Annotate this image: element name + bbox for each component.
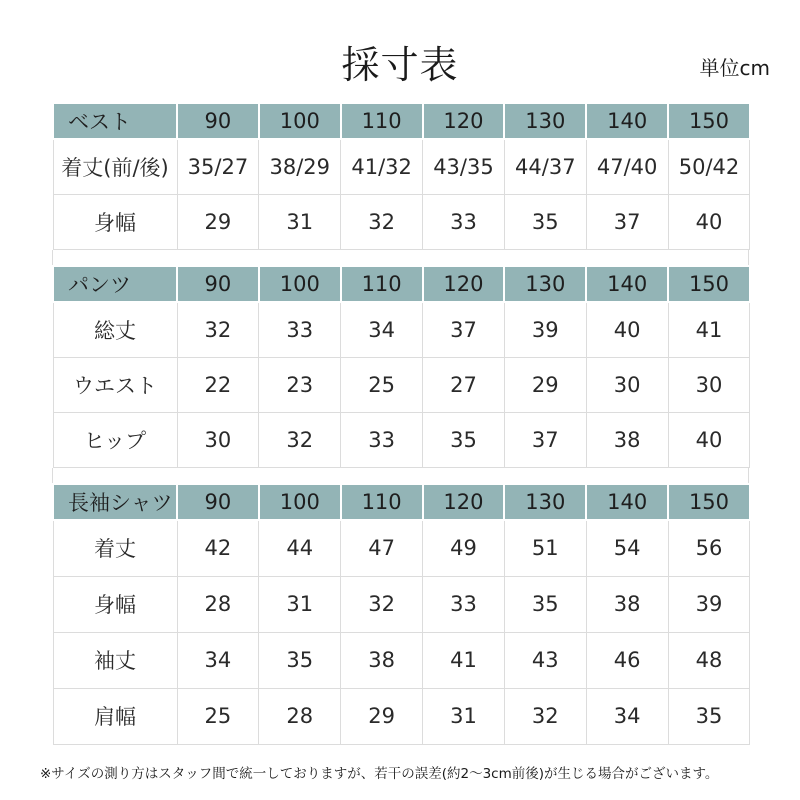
size-header: 140 [586,484,668,520]
item-name: パンツ [53,266,177,302]
table-header-row [53,484,750,520]
measurement-cell: 23 [259,357,341,412]
measurement-cell: 43/35 [423,139,505,194]
size-header: 150 [668,103,750,139]
row-label: 身幅 [53,576,177,632]
measurement-cell: 35 [259,632,341,688]
measurement-cell: 32 [341,576,423,632]
size-header: 90 [177,266,259,302]
table-separator [52,250,749,265]
measurement-cell: 51 [504,520,586,576]
measurement-cell: 33 [259,302,341,357]
measurement-cell: 35 [504,194,586,249]
size-header: 90 [177,103,259,139]
table-separator [52,468,749,483]
measurement-cell: 35 [423,412,505,467]
table-row [53,302,750,357]
measurement-cell: 37 [423,302,505,357]
measurement-cell: 29 [177,194,259,249]
measurement-cell: 47/40 [586,139,668,194]
table-row [53,139,750,194]
size-header: 130 [504,484,586,520]
measurement-cell: 47 [341,520,423,576]
measurement-cell: 32 [259,412,341,467]
measurement-cell: 29 [341,688,423,744]
measurement-cell: 56 [668,520,750,576]
row-label: 身幅 [53,194,177,249]
measurement-cell: 46 [586,632,668,688]
measurement-cell: 39 [668,576,750,632]
measurement-cell: 38 [341,632,423,688]
measurement-cell: 25 [341,357,423,412]
unit-label: 単位cm [699,56,770,80]
measurement-cell: 39 [504,302,586,357]
size-header: 140 [586,266,668,302]
measurement-cell: 40 [586,302,668,357]
measurement-cell: 28 [177,576,259,632]
size-table-pants [52,265,751,468]
measurement-note: ※サイズの測り方はスタッフ間で統一しておりますが、若干の誤差(約2～3cm前後)が生じる場合がございます。 [40,766,719,782]
table-row [53,194,750,249]
measurement-cell: 48 [668,632,750,688]
measurement-cell: 38/29 [259,139,341,194]
table-row [53,632,750,688]
measurement-cell: 34 [341,302,423,357]
measurement-cell: 54 [586,520,668,576]
page-title: 採寸表 [341,43,459,87]
size-header: 110 [341,266,423,302]
size-header: 90 [177,484,259,520]
size-header: 150 [668,266,750,302]
measurement-cell: 37 [504,412,586,467]
measurement-cell: 40 [668,194,750,249]
measurement-cell: 33 [423,576,505,632]
measurement-cell: 37 [586,194,668,249]
measurement-cell: 32 [177,302,259,357]
size-header: 140 [586,103,668,139]
row-label: 着丈 [53,520,177,576]
table-header-row [53,266,750,302]
table-row [53,357,750,412]
size-header: 130 [504,103,586,139]
row-label: ウエスト [53,357,177,412]
measurement-cell: 31 [259,576,341,632]
size-header: 110 [341,484,423,520]
measurement-cell: 41/32 [341,139,423,194]
table-row [53,412,750,467]
measurement-cell: 41 [423,632,505,688]
measurement-cell: 50/42 [668,139,750,194]
measurement-cell: 35 [668,688,750,744]
measurement-cell: 30 [586,357,668,412]
item-name: 長袖シャツ [53,484,177,520]
table-row [53,576,750,632]
size-header: 120 [423,266,505,302]
table-row [53,688,750,744]
size-header: 150 [668,484,750,520]
measurement-cell: 38 [586,412,668,467]
row-label: 総丈 [53,302,177,357]
size-header: 100 [259,266,341,302]
measurement-cell: 44/37 [504,139,586,194]
measurement-cell: 27 [423,357,505,412]
measurement-cell: 35 [504,576,586,632]
size-header: 120 [423,484,505,520]
row-label: ヒップ [53,412,177,467]
row-label: 肩幅 [53,688,177,744]
table-row [53,520,750,576]
table-header-row [53,103,750,139]
measurement-cell: 28 [259,688,341,744]
size-header: 120 [423,103,505,139]
measurement-cell: 32 [504,688,586,744]
measurement-cell: 31 [259,194,341,249]
measurement-cell: 30 [668,357,750,412]
size-table-long-sleeve-shirt [52,483,751,745]
size-header: 130 [504,266,586,302]
measurement-cell: 34 [177,632,259,688]
measurement-cell: 49 [423,520,505,576]
measurement-cell: 41 [668,302,750,357]
measurement-cell: 43 [504,632,586,688]
measurement-cell: 33 [341,412,423,467]
measurement-cell: 25 [177,688,259,744]
measurement-cell: 35/27 [177,139,259,194]
row-label: 着丈(前/後) [53,139,177,194]
size-header: 100 [259,484,341,520]
item-name: ベスト [53,103,177,139]
row-label: 袖丈 [53,632,177,688]
measurement-cell: 33 [423,194,505,249]
measurement-cell: 40 [668,412,750,467]
size-table-vest [52,102,751,250]
measurement-cell: 44 [259,520,341,576]
measurement-cell: 42 [177,520,259,576]
measurement-cell: 34 [586,688,668,744]
size-header: 100 [259,103,341,139]
measurement-cell: 32 [341,194,423,249]
measurement-cell: 29 [504,357,586,412]
measurement-cell: 31 [423,688,505,744]
size-header: 110 [341,103,423,139]
measurement-cell: 22 [177,357,259,412]
measurement-cell: 38 [586,576,668,632]
measurement-cell: 30 [177,412,259,467]
